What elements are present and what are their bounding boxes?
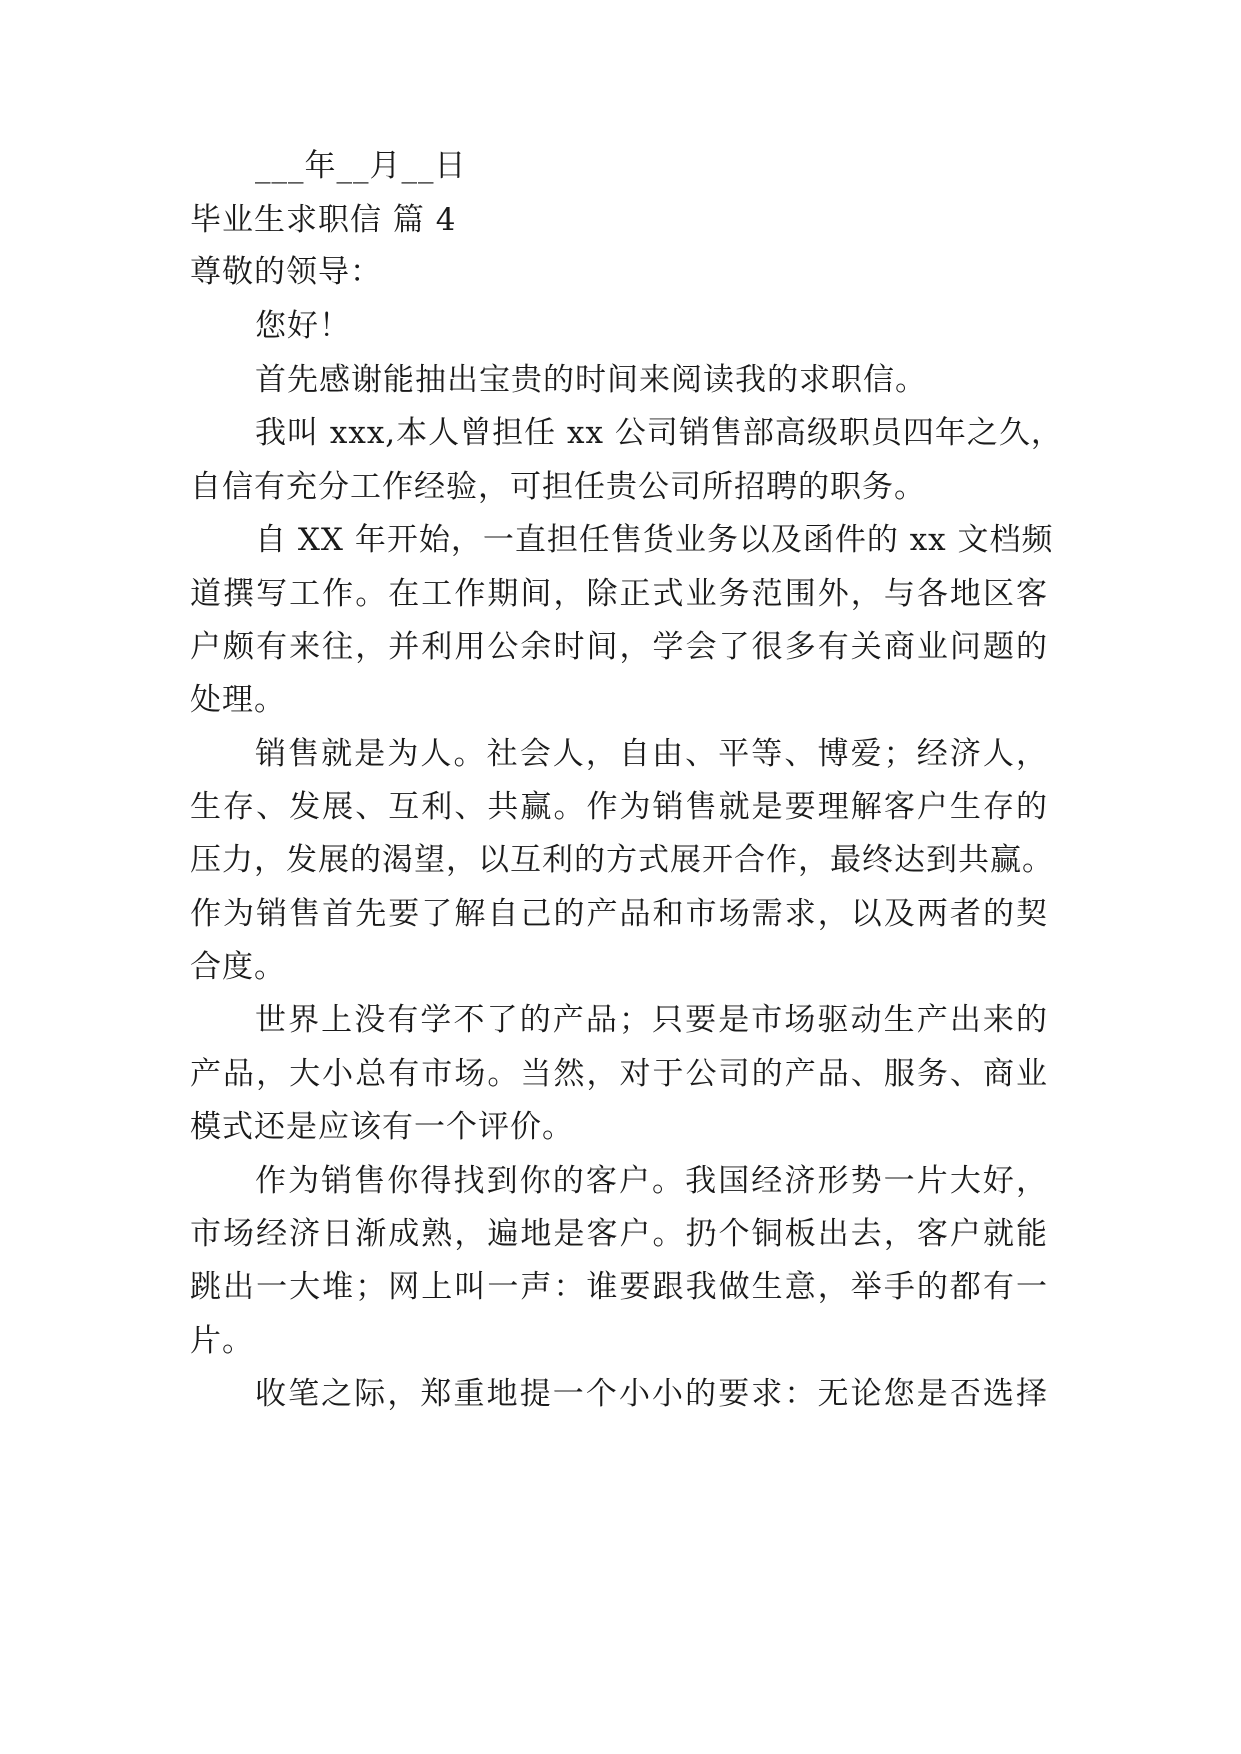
body-line: 跳出一大堆；网上叫一声：谁要跟我做生意，举手的都有一 xyxy=(190,1269,1048,1305)
body-line: 销售就是为人。社会人，自由、平等、博爱；经济人， xyxy=(255,736,1048,772)
body-line: 片。 xyxy=(190,1323,254,1359)
salutation: 尊敬的领导： xyxy=(190,254,382,290)
body-line: 自信有充分工作经验，可担任贵公司所招聘的职务。 xyxy=(190,469,926,505)
body-line: 处理。 xyxy=(190,682,286,718)
body-line: 我叫 xxx,本人曾担任 xx 公司销售部高级职员四年之久， xyxy=(255,415,1063,451)
body-line: 合度。 xyxy=(190,949,286,985)
body-line: 市场经济日渐成熟，遍地是客户。扔个铜板出去，客户就能 xyxy=(190,1216,1048,1252)
body-line: 收笔之际，郑重地提一个小小的要求：无论您是否选择 xyxy=(255,1376,1048,1412)
body-line: 道撰写工作。在工作期间，除正式业务范围外，与各地区客 xyxy=(190,576,1048,612)
body-line: 模式还是应该有一个评价。 xyxy=(190,1109,574,1145)
body-line: 压力，发展的渴望，以互利的方式展开合作，最终达到共赢。 xyxy=(190,842,1054,878)
body-line: 世界上没有学不了的产品；只要是市场驱动生产出来的 xyxy=(255,1002,1048,1038)
greeting: 您好！ xyxy=(255,308,351,344)
letter-title: 毕业生求职信 篇 4 xyxy=(190,202,457,238)
body-line: 产品，大小总有市场。当然，对于公司的产品、服务、商业 xyxy=(190,1056,1048,1092)
body-line: 自 XX 年开始，一直担任售货业务以及函件的 xx 文档频 xyxy=(255,522,1054,558)
body-line: 作为销售你得找到你的客户。我国经济形势一片大好， xyxy=(255,1163,1048,1199)
body-line: 生存、发展、互利、共赢。作为销售就是要理解客户生存的 xyxy=(190,789,1048,825)
date-line: ___年__月__日 xyxy=(255,148,467,184)
body-line: 户颇有来往，并利用公余时间，学会了很多有关商业问题的 xyxy=(190,629,1048,665)
body-line: 首先感谢能抽出宝贵的时间来阅读我的求职信。 xyxy=(255,362,927,398)
body-line: 作为销售首先要了解自己的产品和市场需求，以及两者的契 xyxy=(190,896,1048,932)
